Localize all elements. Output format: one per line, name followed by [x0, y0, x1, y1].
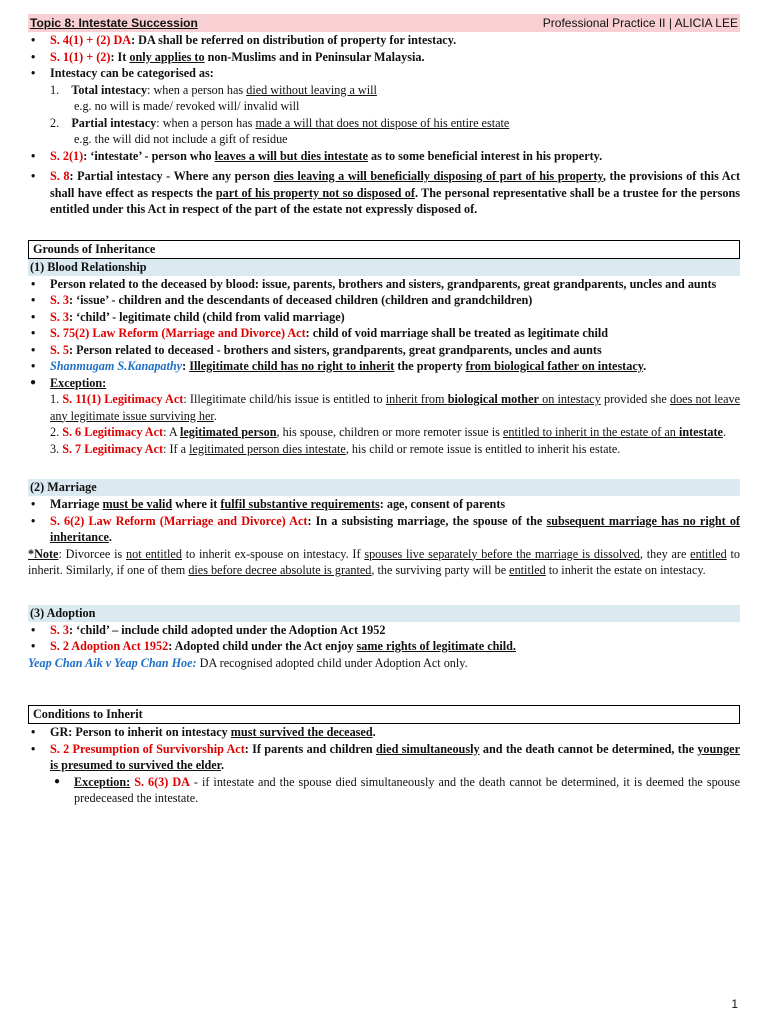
example-line: e.g. no will is made/ revoked will/ invalid will: [74, 99, 300, 113]
section-title-grounds: Grounds of Inheritance: [28, 240, 740, 259]
case-line: Yeap Chan Aik v Yeap Chan Hoe: DA recognised adopted child under Adoption Act only.: [28, 655, 468, 670]
note-paragraph: *Note: Divorcee is not entitled to inherit ex-spouse on intestacy. If spouses live separately before the marriage is dissolved, they are entitled to inherit. Similarly, if one of them dies before decree absolute is granted, the surviving party will be entitled to inherit the estate on intestacy.: [28, 546, 740, 577]
conditions-list: [28, 724, 740, 774]
list-item: • S. 6(2) Law Reform (Marriage and Divorce) Act: In a subsisting marriage, the spouse of the subsequent marriage has no right of inheritance.: [28, 513, 740, 546]
exception-item: ● Exception: S. 6(3) DA - if intestate and the spouse died simultaneously and the death cannot be determined, it is deemed the spouse predeceased the intestate.: [54, 774, 741, 805]
adoption-list: [28, 622, 740, 655]
list-item: • S. 2(1): ‘intestate’ - person who leaves a will but dies intestate as to some beneficial interest in his property.: [28, 148, 740, 165]
list-item: • S. 5: Person related to deceased - brothers and sisters, grandparents, great grandparents, uncles and aunts: [28, 342, 740, 359]
list-item: • S. 2 Adoption Act 1952: Adopted child under the Act enjoy same rights of legitimate child.: [28, 638, 740, 655]
intro-list: [28, 32, 740, 82]
list-item: • Person related to the deceased by blood: issue, parents, brothers and sisters, grandparents, great grandparents, uncles and aunts: [28, 276, 740, 293]
list-item: • S. 8: Partial intestacy - Where any person dies leaving a will beneficially disposing of part of his property, the provisions of this Act shall have effect as respects the part of his property not so disposed of. The personal representative shall be a trustee for the persons entitled under this Act in respect of the part of the estate not expressly disposed of.: [28, 168, 740, 218]
list-item: • GR: Person to inherit on intestacy must survived the deceased.: [28, 724, 740, 741]
marriage-list: [28, 496, 740, 546]
list-item: • S. 3: ‘child’ – include child adopted under the Adoption Act 1952: [28, 622, 740, 639]
course-label: Professional Practice II | ALICIA LEE: [542, 15, 738, 30]
list-item: • S. 3: ‘child’ - legitimate child (child from valid marriage): [28, 309, 740, 326]
exception-item: 1. S. 11(1) Legitimacy Act: Illegitimate child/his issue is entitled to inherit from biological mother on intestacy provided she does not leave any legitimate issue surviving her.: [50, 392, 741, 423]
list-item: • S. 2 Presumption of Survivorship Act: If parents and children died simultaneously and the death cannot be determined, the younger is presumed to survived the elder.: [28, 741, 740, 774]
document-page: [28, 14, 740, 807]
numbered-item: 1. Total intestacy: when a person has died without leaving a will: [50, 82, 377, 97]
example-line: e.g. the will did not include a gift of residue: [74, 132, 288, 146]
list-item: • S. 3: ‘issue’ - children and the descendants of deceased children (children and grandchildren): [28, 292, 740, 309]
page-header: [28, 14, 740, 32]
section-title-conditions: Conditions to Inherit: [28, 705, 740, 724]
list-item: • S. 75(2) Law Reform (Marriage and Divorce) Act: child of void marriage shall be treated as legitimate child: [28, 325, 740, 342]
subsection-title-marriage: (2) Marriage: [28, 479, 740, 496]
topic-title: Topic 8: Intestate Succession: [30, 15, 198, 30]
intro-list-2: [28, 148, 740, 218]
list-item: • S. 1(1) + (2): It only applies to non-Muslims and in Peninsular Malaysia.: [28, 49, 740, 66]
list-item: • Marriage must be valid where it fulfil substantive requirements: age, consent of parents: [28, 496, 740, 513]
list-item: • Intestacy can be categorised as:: [28, 65, 740, 82]
exception-item: 2. S. 6 Legitimacy Act: A legitimated person, his spouse, children or more remoter issue is entitled to inherit in the estate of an intestate.: [50, 425, 726, 439]
list-item: • S. 4(1) + (2) DA: DA shall be referred on distribution of property for intestacy.: [28, 32, 740, 49]
list-item: • Shanmugam S.Kanapathy: Illegitimate child has no right to inherit the property from biological father on intestacy.: [28, 358, 740, 375]
numbered-item: 2. Partial intestacy: when a person has made a will that does not dispose of his entire estate: [50, 115, 510, 130]
subsection-title-adoption: (3) Adoption: [28, 605, 740, 622]
blood-list: [28, 276, 740, 392]
page-number: 1: [731, 996, 738, 1011]
subsection-title-blood: (1) Blood Relationship: [28, 259, 740, 276]
list-item: ● Exception:: [28, 375, 740, 392]
exception-item: 3. S. 7 Legitimacy Act: If a legitimated person dies intestate, his child or remote issue is entitled to inherit his estate.: [50, 441, 621, 456]
